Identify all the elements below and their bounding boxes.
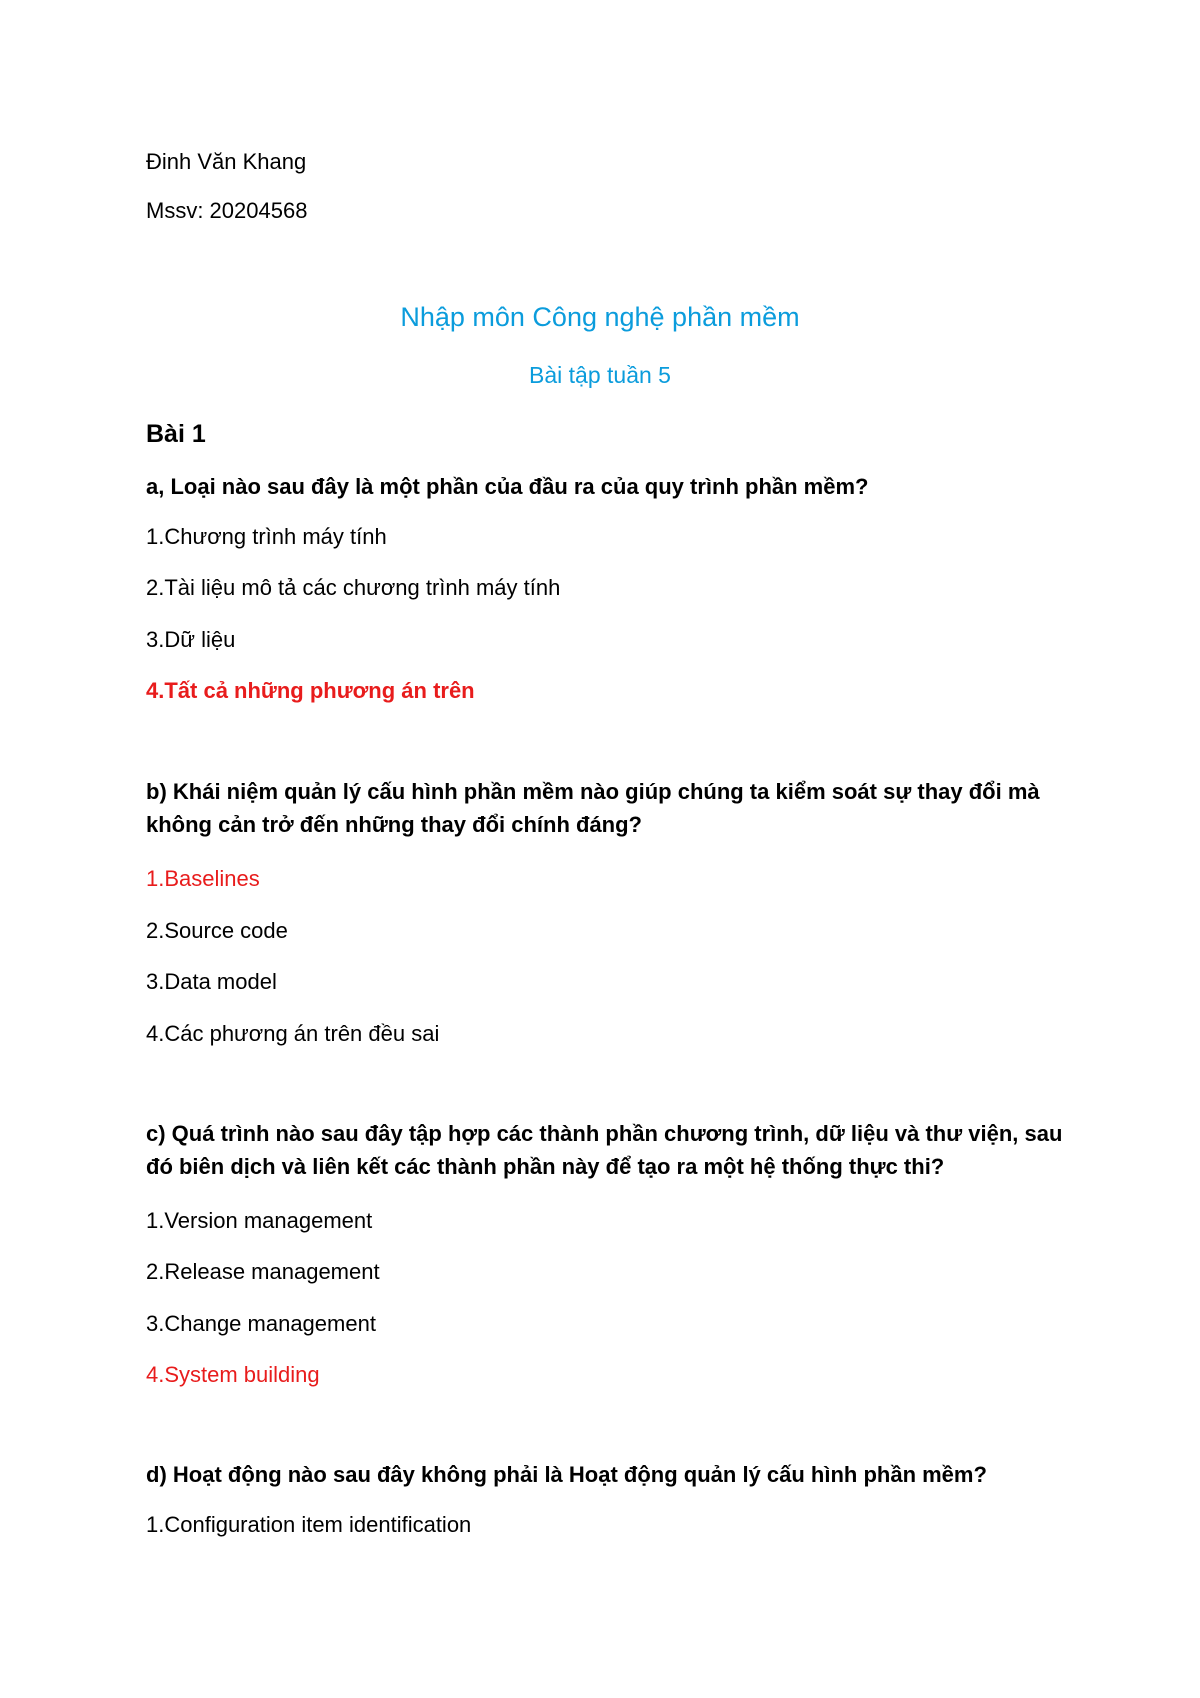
section-heading: Bài 1 [146,420,206,448]
question-a-option-2: 2.Tài liệu mô tả các chương trình máy tính [146,575,561,600]
question-d-prompt: d) Hoạt động nào sau đây không phải là Hoạt động quản lý cấu hình phần mềm? [146,1462,987,1487]
question-b-option-3: 3.Data model [146,969,277,994]
question-c-option-1: 1.Version management [146,1208,373,1233]
student-id: Mssv: 20204568 [146,198,308,223]
question-b-prompt: b) Khái niệm quản lý cấu hình phần mềm nào giúp chúng ta kiểm soát sự thay đổi mà không cản trở đến những thay đổi chính đáng? [146,779,1040,837]
document-title: Nhập môn Công nghệ phần mềm [400,302,800,332]
question-a-prompt: a, Loại nào sau đây là một phần của đầu ra của quy trình phần mềm? [146,474,869,499]
question-c-prompt: c) Quá trình nào sau đây tập hợp các thành phần chương trình, dữ liệu và thư viện, sau đó biên dịch và liên kết các thành phần này để tạo ra một hệ thống thực thi? [146,1121,1063,1179]
question-a-option-3: 3.Dữ liệu [146,627,236,652]
document-subtitle: Bài tập tuần 5 [529,362,671,388]
question-b-option-1: 1.Baselines [146,866,260,891]
question-c-option-4: 4.System building [146,1362,320,1387]
student-name: Đinh Văn Khang [146,149,307,174]
question-c-option-3: 3.Change management [146,1311,376,1336]
question-d-option-1: 1.Configuration item identification [146,1512,472,1537]
question-b-option-4: 4.Các phương án trên đều sai [146,1021,440,1046]
question-a-option-4: 4.Tất cả những phương án trên [146,678,475,703]
question-b-option-2: 2.Source code [146,918,288,943]
question-a-option-1: 1.Chương trình máy tính [146,524,387,549]
question-c-option-2: 2.Release management [146,1259,380,1284]
